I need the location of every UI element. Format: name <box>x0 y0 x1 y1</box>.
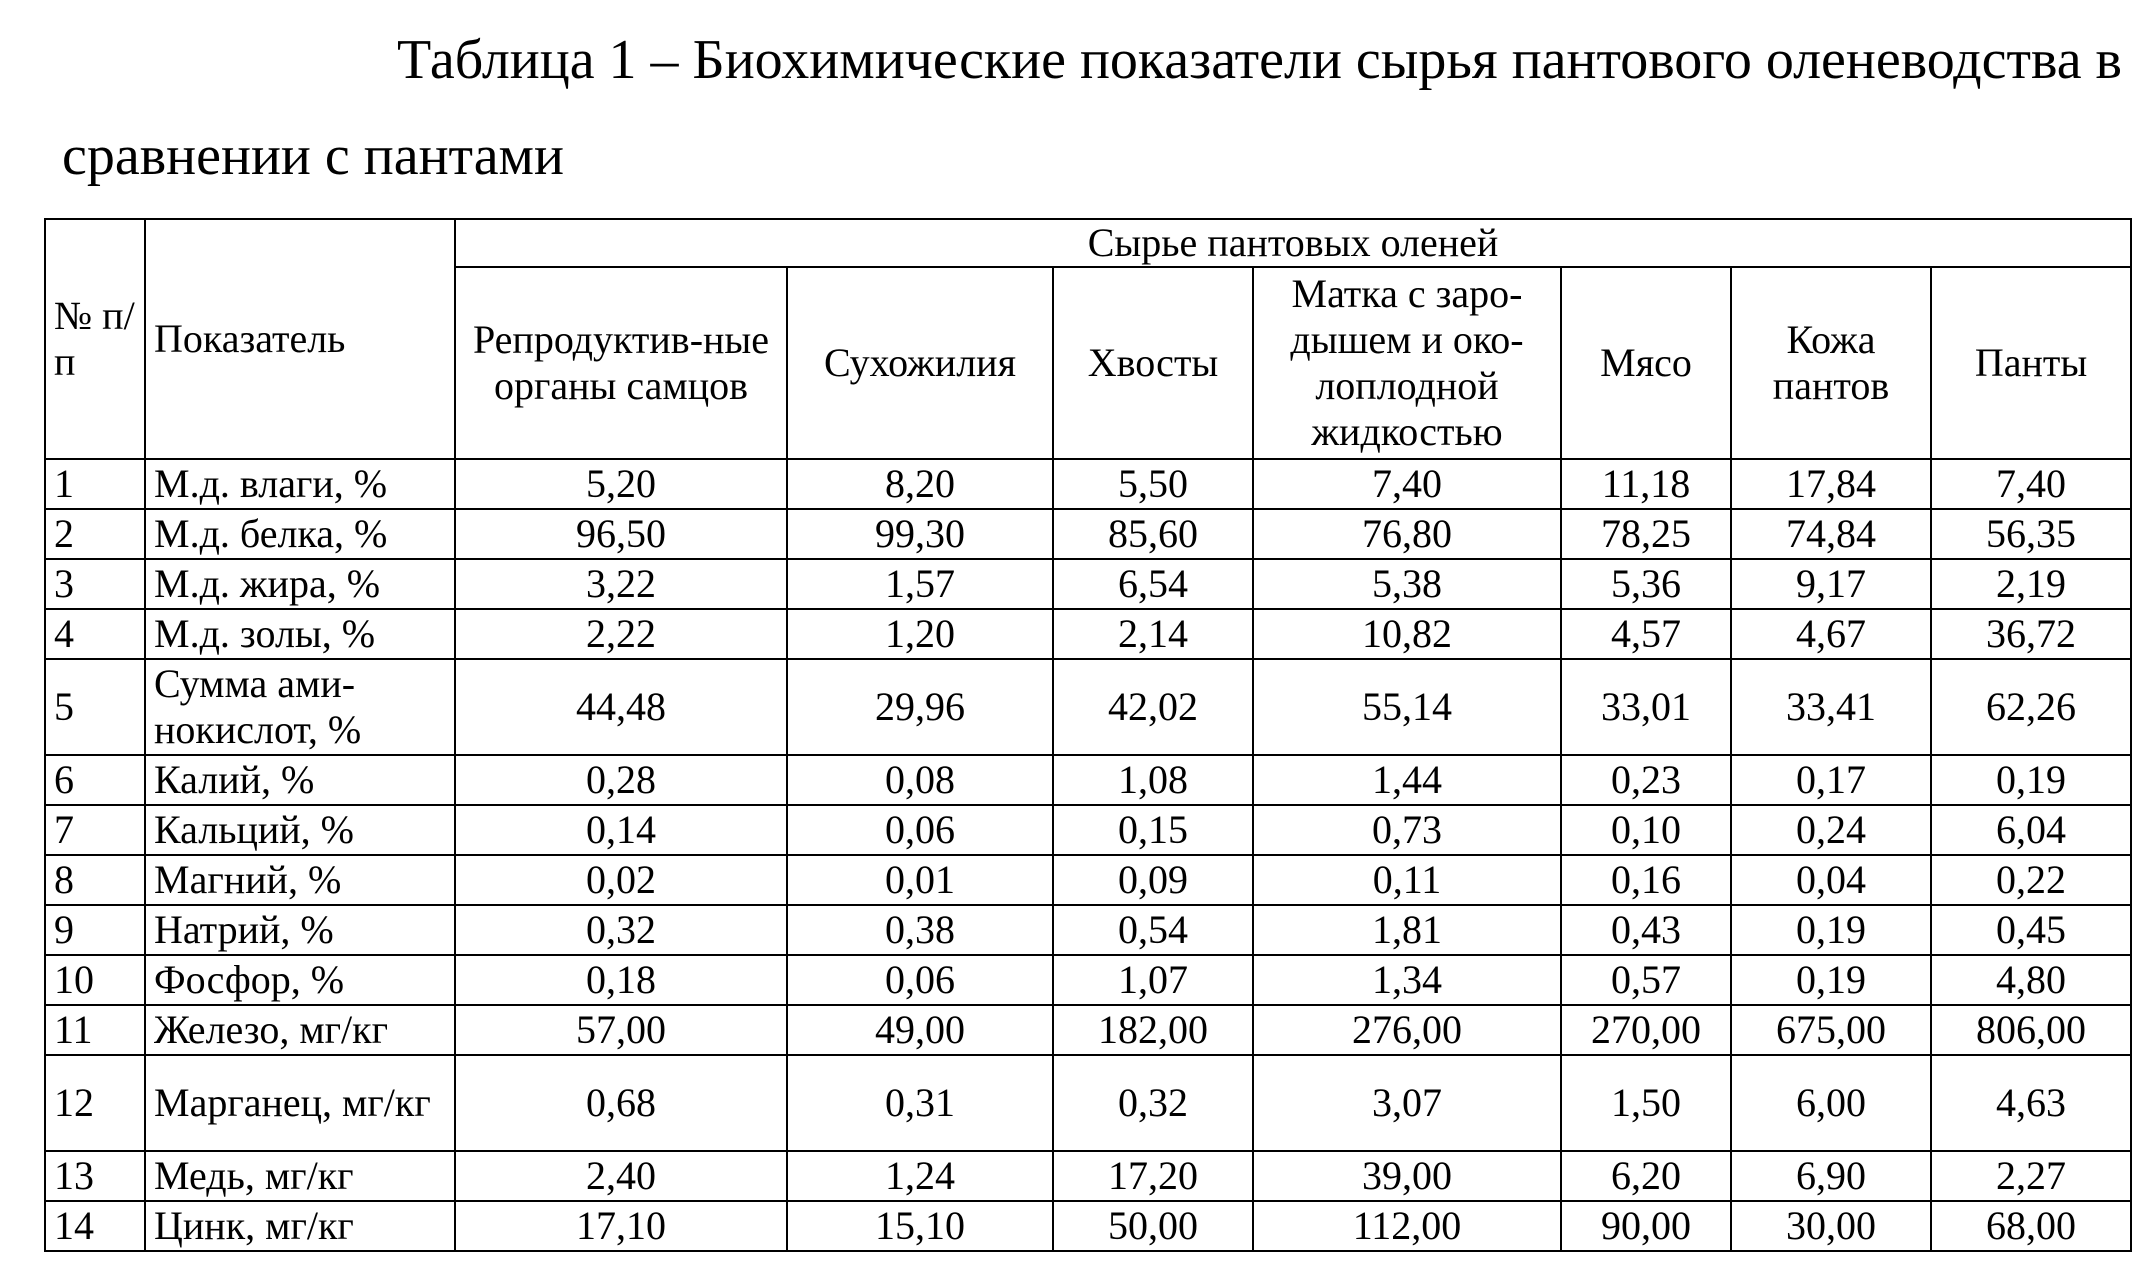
value-cell: 33,01 <box>1561 659 1731 755</box>
col-header-reproductive-organs: Репродуктив-ные органы самцов <box>455 267 787 459</box>
row-number: 5 <box>45 659 145 755</box>
col-header-meat: Мясо <box>1561 267 1731 459</box>
table-row <box>45 659 2131 755</box>
value-cell: 68,00 <box>1931 1201 2131 1251</box>
value-cell: 0,06 <box>787 955 1053 1005</box>
value-cell: 0,15 <box>1053 805 1253 855</box>
value-cell: 0,38 <box>787 905 1053 955</box>
row-number: 13 <box>45 1151 145 1201</box>
value-cell: 76,80 <box>1253 509 1561 559</box>
value-cell: 0,32 <box>455 905 787 955</box>
row-indicator-name: Магний, % <box>145 855 455 905</box>
row-number: 14 <box>45 1201 145 1251</box>
value-cell: 1,34 <box>1253 955 1561 1005</box>
value-cell: 0,43 <box>1561 905 1731 955</box>
value-cell: 1,50 <box>1561 1055 1731 1151</box>
table-row <box>45 1005 2131 1055</box>
value-cell: 5,36 <box>1561 559 1731 609</box>
value-cell: 1,08 <box>1053 755 1253 805</box>
value-cell: 0,23 <box>1561 755 1731 805</box>
value-cell: 0,32 <box>1053 1055 1253 1151</box>
caption-line-2: сравнении с пантами <box>62 125 564 187</box>
value-cell: 1,44 <box>1253 755 1561 805</box>
value-cell: 56,35 <box>1931 509 2131 559</box>
value-cell: 30,00 <box>1731 1201 1931 1251</box>
value-cell: 4,57 <box>1561 609 1731 659</box>
row-indicator-name: Калий, % <box>145 755 455 805</box>
value-cell: 1,20 <box>787 609 1053 659</box>
row-number: 11 <box>45 1005 145 1055</box>
value-cell: 3,07 <box>1253 1055 1561 1151</box>
table-row <box>45 905 2131 955</box>
value-cell: 2,27 <box>1931 1151 2131 1201</box>
row-number: 7 <box>45 805 145 855</box>
biochemical-table <box>44 218 2132 1252</box>
row-indicator-name: М.д. белка, % <box>145 509 455 559</box>
row-indicator-name: М.д. влаги, % <box>145 459 455 509</box>
value-cell: 0,28 <box>455 755 787 805</box>
value-cell: 0,17 <box>1731 755 1931 805</box>
table-row <box>45 855 2131 905</box>
value-cell: 50,00 <box>1053 1201 1253 1251</box>
row-number: 8 <box>45 855 145 905</box>
row-indicator-name: М.д. золы, % <box>145 609 455 659</box>
value-cell: 74,84 <box>1731 509 1931 559</box>
value-cell: 1,57 <box>787 559 1053 609</box>
value-cell: 17,84 <box>1731 459 1931 509</box>
value-cell: 11,18 <box>1561 459 1731 509</box>
table-row <box>45 805 2131 855</box>
value-cell: 675,00 <box>1731 1005 1931 1055</box>
row-number: 4 <box>45 609 145 659</box>
row-number: 12 <box>45 1055 145 1151</box>
table-row <box>45 1055 2131 1151</box>
table-row <box>45 459 2131 509</box>
value-cell: 0,11 <box>1253 855 1561 905</box>
value-cell: 90,00 <box>1561 1201 1731 1251</box>
caption-line-1: Таблица 1 – Биохимические показатели сырья пантового оленеводства в <box>397 29 2122 91</box>
value-cell: 33,41 <box>1731 659 1931 755</box>
value-cell: 1,81 <box>1253 905 1561 955</box>
col-header-tendons: Сухожилия <box>787 267 1053 459</box>
value-cell: 10,82 <box>1253 609 1561 659</box>
row-number: 6 <box>45 755 145 805</box>
value-cell: 36,72 <box>1931 609 2131 659</box>
value-cell: 0,68 <box>455 1055 787 1151</box>
value-cell: 5,38 <box>1253 559 1561 609</box>
value-cell: 270,00 <box>1561 1005 1731 1055</box>
table-row <box>45 609 2131 659</box>
value-cell: 6,20 <box>1561 1151 1731 1201</box>
table-row <box>45 1201 2131 1251</box>
value-cell: 2,19 <box>1931 559 2131 609</box>
value-cell: 2,22 <box>455 609 787 659</box>
value-cell: 78,25 <box>1561 509 1731 559</box>
value-cell: 2,14 <box>1053 609 1253 659</box>
value-cell: 5,20 <box>455 459 787 509</box>
col-header-tails: Хвосты <box>1053 267 1253 459</box>
value-cell: 2,40 <box>455 1151 787 1201</box>
value-cell: 96,50 <box>455 509 787 559</box>
table-body <box>45 459 2131 1251</box>
value-cell: 276,00 <box>1253 1005 1561 1055</box>
value-cell: 0,08 <box>787 755 1053 805</box>
table-row <box>45 1151 2131 1201</box>
row-number: 9 <box>45 905 145 955</box>
value-cell: 1,24 <box>787 1151 1053 1201</box>
value-cell: 6,04 <box>1931 805 2131 855</box>
value-cell: 1,07 <box>1053 955 1253 1005</box>
row-number: 1 <box>45 459 145 509</box>
value-cell: 85,60 <box>1053 509 1253 559</box>
table-row <box>45 955 2131 1005</box>
row-indicator-name: Марганец, мг/кг <box>145 1055 455 1151</box>
col-header-antler-skin: Кожа пантов <box>1731 267 1931 459</box>
value-cell: 17,20 <box>1053 1151 1253 1201</box>
row-number: 10 <box>45 955 145 1005</box>
value-cell: 0,45 <box>1931 905 2131 955</box>
row-number: 3 <box>45 559 145 609</box>
value-cell: 806,00 <box>1931 1005 2131 1055</box>
value-cell: 5,50 <box>1053 459 1253 509</box>
table-row <box>45 509 2131 559</box>
value-cell: 0,01 <box>787 855 1053 905</box>
value-cell: 7,40 <box>1931 459 2131 509</box>
value-cell: 4,63 <box>1931 1055 2131 1151</box>
value-cell: 0,16 <box>1561 855 1731 905</box>
value-cell: 4,80 <box>1931 955 2131 1005</box>
value-cell: 0,57 <box>1561 955 1731 1005</box>
row-indicator-name: М.д. жира, % <box>145 559 455 609</box>
value-cell: 0,09 <box>1053 855 1253 905</box>
value-cell: 112,00 <box>1253 1201 1561 1251</box>
value-cell: 0,31 <box>787 1055 1053 1151</box>
table-header <box>45 219 2131 459</box>
value-cell: 49,00 <box>787 1005 1053 1055</box>
value-cell: 6,54 <box>1053 559 1253 609</box>
value-cell: 0,06 <box>787 805 1053 855</box>
value-cell: 29,96 <box>787 659 1053 755</box>
row-number: 2 <box>45 509 145 559</box>
value-cell: 0,10 <box>1561 805 1731 855</box>
value-cell: 4,67 <box>1731 609 1931 659</box>
value-cell: 44,48 <box>455 659 787 755</box>
value-cell: 0,19 <box>1731 955 1931 1005</box>
value-cell: 99,30 <box>787 509 1053 559</box>
value-cell: 0,22 <box>1931 855 2131 905</box>
value-cell: 15,10 <box>787 1201 1053 1251</box>
table-row <box>45 755 2131 805</box>
value-cell: 0,02 <box>455 855 787 905</box>
table-row <box>45 559 2131 609</box>
value-cell: 0,54 <box>1053 905 1253 955</box>
col-header-indicator: Показатель <box>145 219 455 459</box>
value-cell: 39,00 <box>1253 1151 1561 1201</box>
group-header-raw-materials: Сырье пантовых оленей <box>455 219 2131 267</box>
value-cell: 0,19 <box>1731 905 1931 955</box>
value-cell: 17,10 <box>455 1201 787 1251</box>
value-cell: 62,26 <box>1931 659 2131 755</box>
value-cell: 9,17 <box>1731 559 1931 609</box>
value-cell: 6,00 <box>1731 1055 1931 1151</box>
row-indicator-name: Натрий, % <box>145 905 455 955</box>
value-cell: 0,73 <box>1253 805 1561 855</box>
row-indicator-name: Кальций, % <box>145 805 455 855</box>
value-cell: 57,00 <box>455 1005 787 1055</box>
value-cell: 55,14 <box>1253 659 1561 755</box>
row-indicator-name: Фосфор, % <box>145 955 455 1005</box>
row-indicator-name: Сумма ами-нокислот, % <box>145 659 455 755</box>
value-cell: 182,00 <box>1053 1005 1253 1055</box>
value-cell: 8,20 <box>787 459 1053 509</box>
col-header-number: № п/п <box>45 219 145 459</box>
value-cell: 0,24 <box>1731 805 1931 855</box>
col-header-uterus: Матка с заро-дышем и око-лоплодной жидкостью <box>1253 267 1561 459</box>
value-cell: 0,04 <box>1731 855 1931 905</box>
value-cell: 0,14 <box>455 805 787 855</box>
row-indicator-name: Цинк, мг/кг <box>145 1201 455 1251</box>
value-cell: 42,02 <box>1053 659 1253 755</box>
col-header-antlers: Панты <box>1931 267 2131 459</box>
value-cell: 3,22 <box>455 559 787 609</box>
value-cell: 6,90 <box>1731 1151 1931 1201</box>
row-indicator-name: Медь, мг/кг <box>145 1151 455 1201</box>
value-cell: 7,40 <box>1253 459 1561 509</box>
table-caption <box>62 12 2122 204</box>
value-cell: 0,18 <box>455 955 787 1005</box>
value-cell: 0,19 <box>1931 755 2131 805</box>
row-indicator-name: Железо, мг/кг <box>145 1005 455 1055</box>
